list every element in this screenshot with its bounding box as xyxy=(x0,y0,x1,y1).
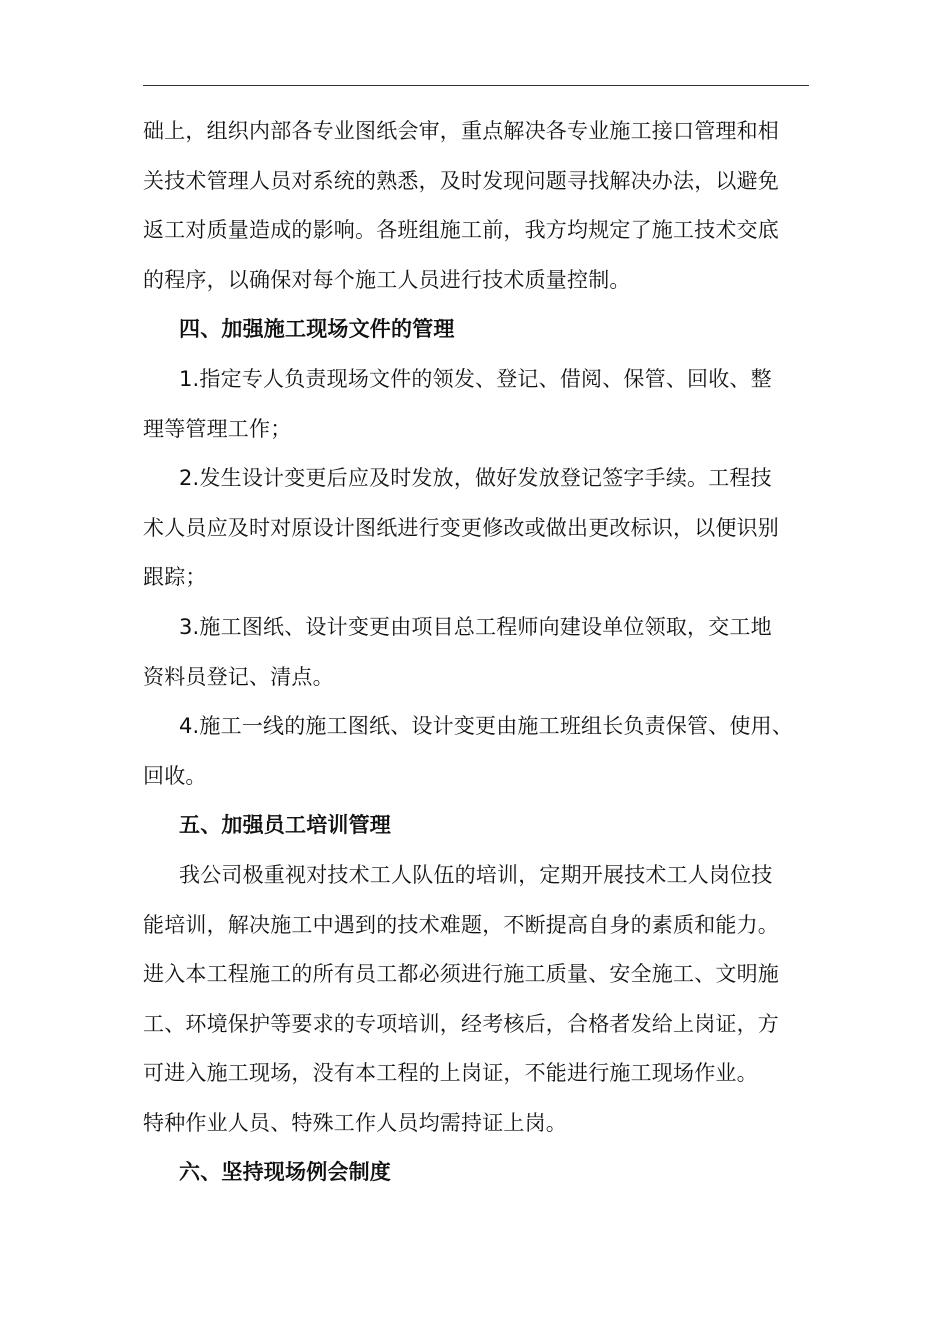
body-line: 返工对质量造成的影响。各班组施工前，我方均规定了施工技术交底 xyxy=(143,218,779,243)
body-line: 术人员应及时对原设计图纸进行变更修改或做出更改标识，以便识别 xyxy=(143,515,779,540)
document-body xyxy=(143,107,809,1198)
body-line: 可进入施工现场，没有本工程的上岗证，不能进行施工现场作业。 xyxy=(143,1061,758,1086)
body-line: 进入本工程施工的所有员工都必须进行施工质量、安全施工、文明施 xyxy=(143,962,779,987)
body-line: 关技术管理人员对系统的熟悉，及时发现问题寻找解决办法，以避免 xyxy=(143,168,779,193)
body-line: 工、环境保护等要求的专项培训，经考核后，合格者发给上岗证，方 xyxy=(143,1011,779,1036)
body-line: 理等管理工作； xyxy=(143,416,292,441)
body-line: 3.施工图纸、设计变更由项目总工程师向建设单位领取，交工地 xyxy=(179,614,772,639)
section-heading-6: 六、坚持现场例会制度 xyxy=(179,1160,391,1185)
body-line: 资料员登记、清点。 xyxy=(143,664,334,689)
body-line: 1.指定专人负责现场文件的领发、登记、借阅、保管、回收、整 xyxy=(179,366,772,391)
body-line: 跟踪； xyxy=(143,565,207,590)
body-line: 我公司极重视对技术工人队伍的培训，定期开展技术工人岗位技 xyxy=(179,862,773,887)
section-heading-5: 五、加强员工培训管理 xyxy=(179,813,391,838)
section-heading-4: 四、加强施工现场文件的管理 xyxy=(179,317,455,342)
body-line: 础上，组织内部各专业图纸会审，重点解决各专业施工接口管理和相 xyxy=(143,119,779,143)
body-line: 特种作业人员、特殊工作人员均需持证上岗。 xyxy=(143,1110,567,1135)
body-line: 4.施工一线的施工图纸、设计变更由施工班组长负责保管、使用、 xyxy=(179,714,794,739)
body-line: 2.发生设计变更后应及时发放，做好发放登记签字手续。工程技 xyxy=(179,466,772,491)
body-line: 回收。 xyxy=(143,763,207,788)
body-line: 的程序，以确保对每个施工人员进行技术质量控制。 xyxy=(143,267,631,292)
body-line: 能培训，解决施工中遇到的技术难题，不断提高自身的素质和能力。 xyxy=(143,912,779,937)
header-rule xyxy=(143,85,809,86)
